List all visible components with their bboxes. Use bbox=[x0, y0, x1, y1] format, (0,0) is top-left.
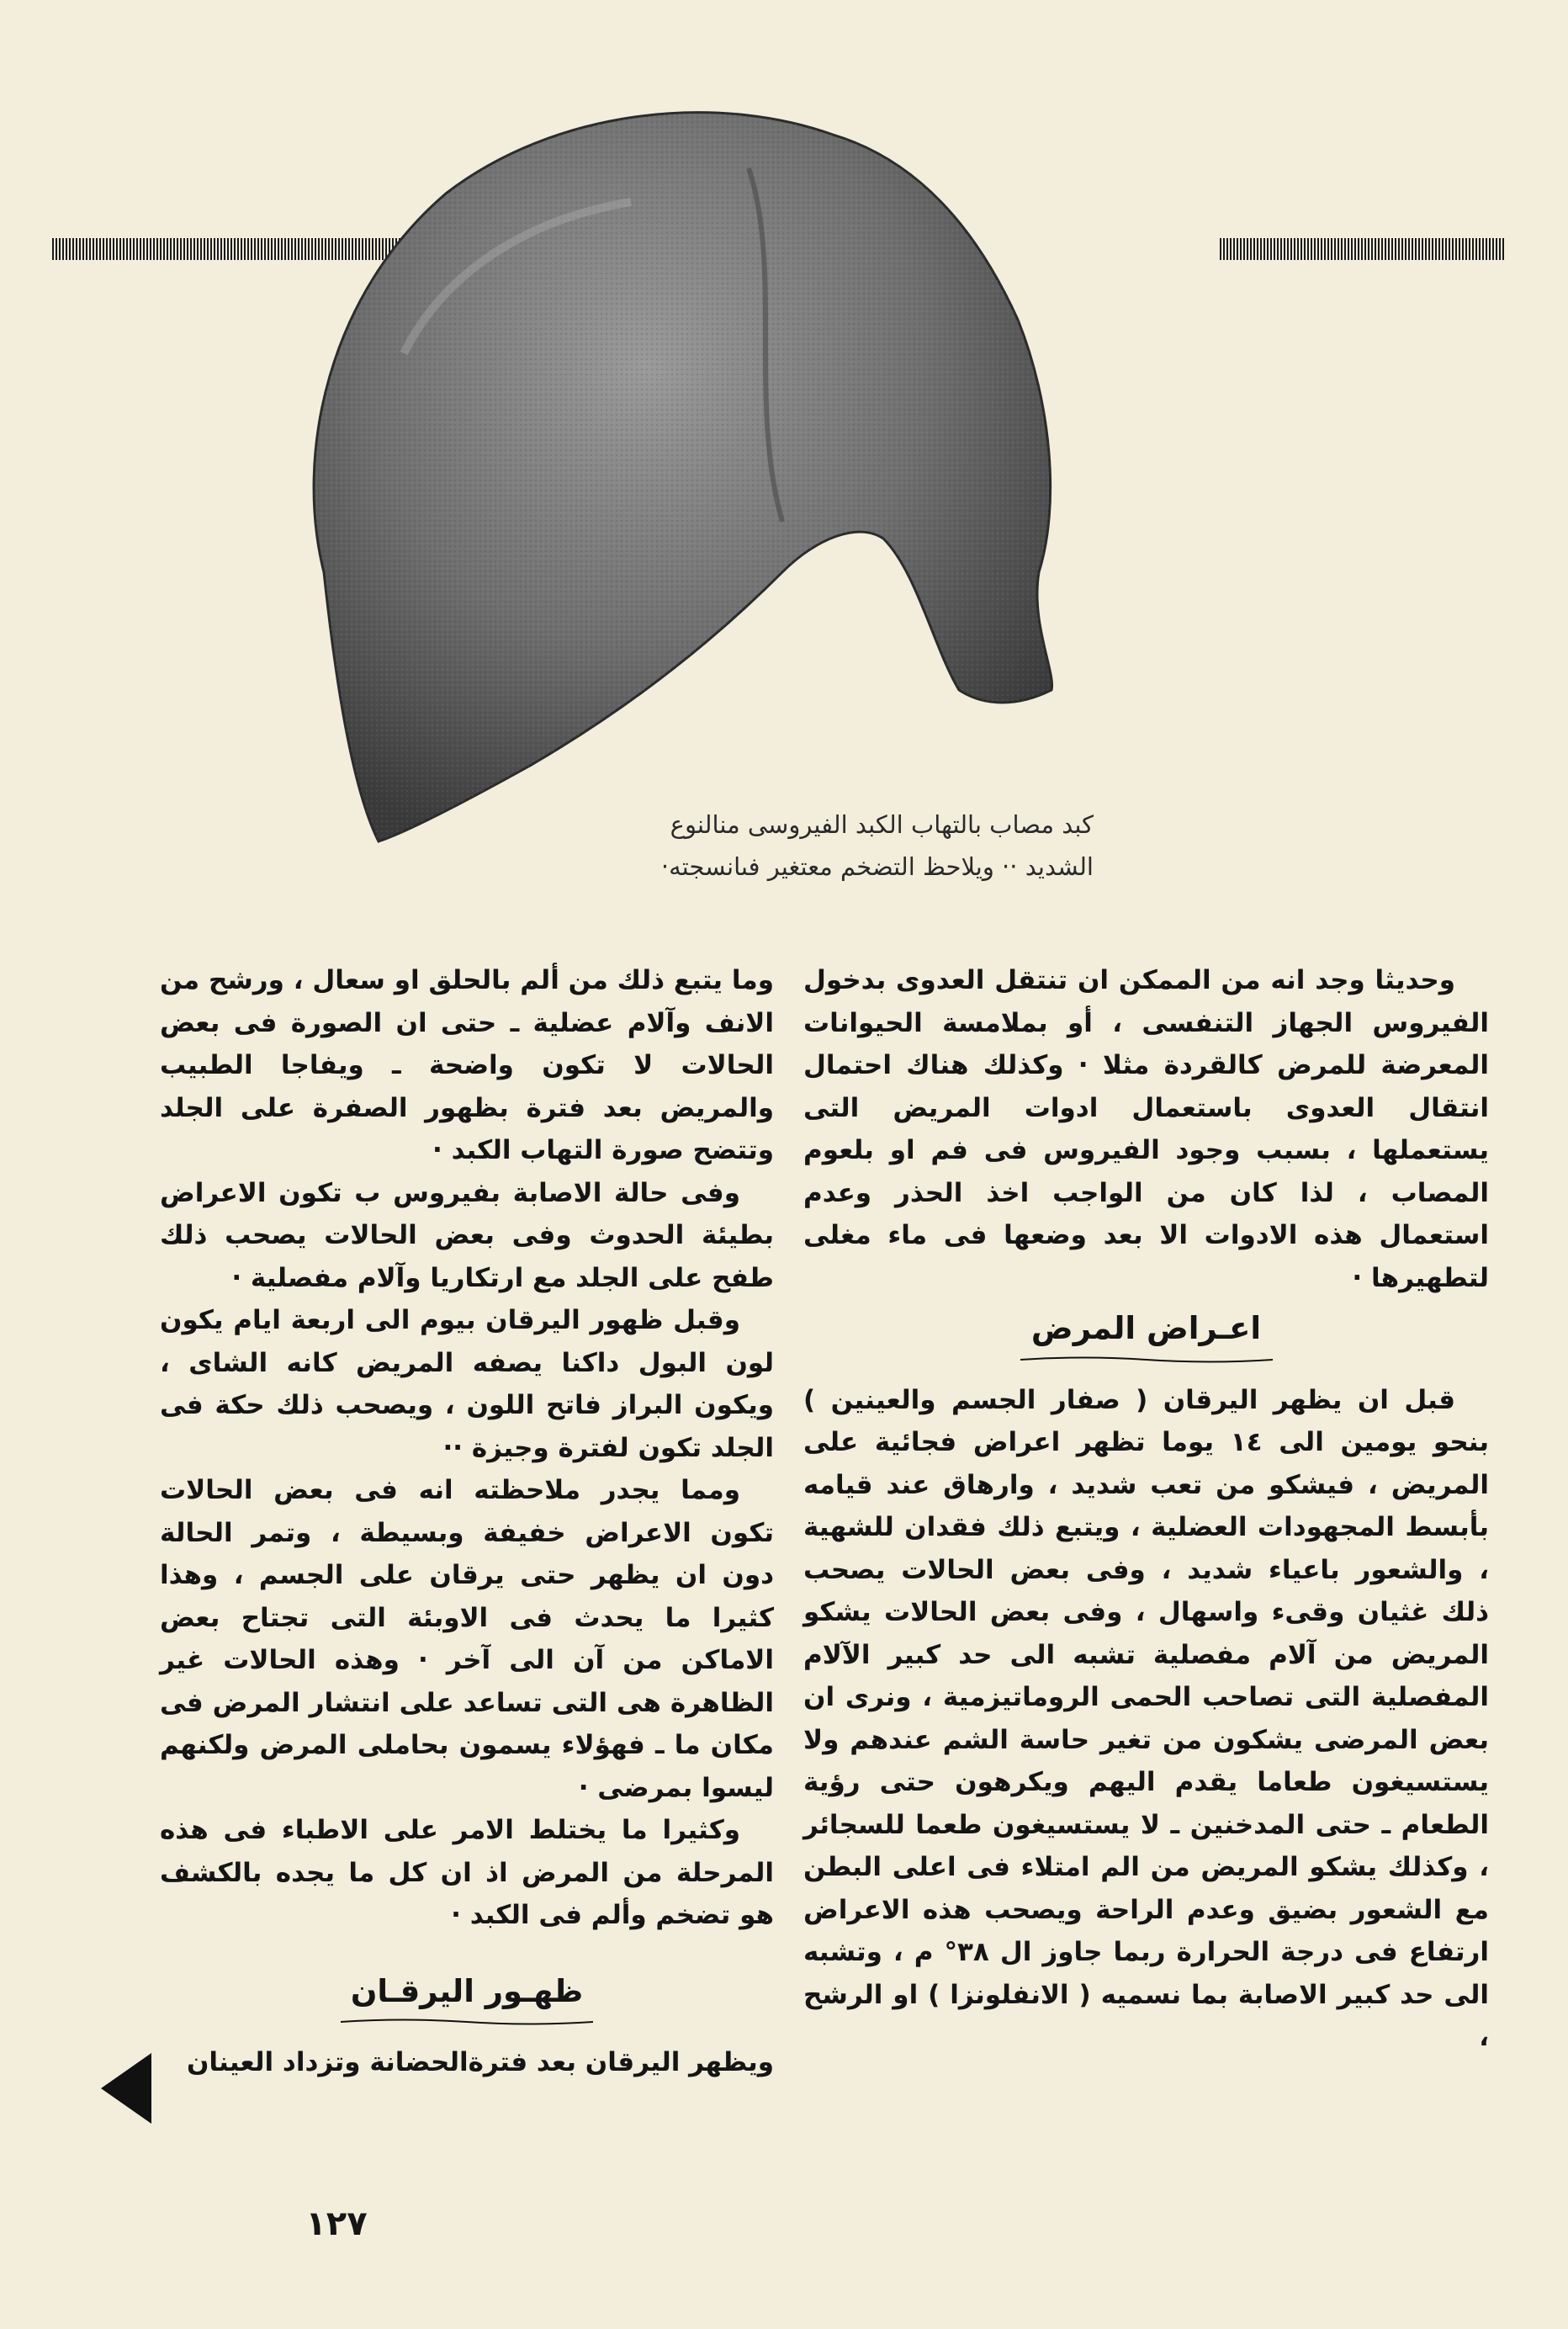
decorative-rule-right bbox=[1220, 238, 1506, 260]
caption-line-2: الشديد ·· ويلاحظ التضخم معتغير فىانسجته· bbox=[660, 852, 1094, 881]
page-number: ١٢٧ bbox=[305, 2204, 368, 2243]
right-column bbox=[803, 959, 1489, 2059]
section-heading-jaundice bbox=[160, 1971, 774, 2027]
heading-symptoms-text: اعـراض المرض bbox=[1030, 1310, 1262, 1346]
heading-underline bbox=[1020, 1355, 1273, 1364]
left-column bbox=[160, 959, 774, 2084]
caption-line-1: كبد مصاب بالتهاب الكبد الفيروسى منالنوع bbox=[670, 810, 1094, 839]
liver-photo bbox=[278, 101, 1085, 892]
left-paragraph-6: ويظهر اليرقان بعد فترةالحضانة وتزداد العينان bbox=[186, 2047, 774, 2077]
section-heading-symptoms bbox=[803, 1308, 1489, 1364]
figure-caption bbox=[538, 804, 1094, 888]
right-paragraph-2: قبل ان يظهر اليرقان ( صفار الجسم والعينين ) بنحو يومين الى ١٤ يوما تظهر اعراض فجائية على المريض ، فيشكو من تعب شديد ، وارهاق عند قيامه بأبسط المجهودات العضلية ، ويتبع ذلك فقدان للشهية ، والشعور باعياء شديد ، وفى بعض الحالات يصحب ذلك غثيان وقىء واسهال ، وفى بعض الحالات يشكو المريض من آلام مفصلية تشبه الى حد كبير الآلام المفصلية التى تصاحب الحمى الروماتيزمية ، ونرى ان بعض المرضى يشكون من تغير حاسة الشم عندهم ولا يستسيغون طعاما يقدم اليهم ويكرهون حتى رؤية الطعام ـ حتى المدخنين ـ لا يستسيغون طعما للسجائر ، وكذلك يشكو المريض من الم امتلاء فى اعلى البطن مع الشعور بضيق وعدم الراحة ويصحب هذه الاعراض ارتفاع فى درجة الحرارة ربما جاوز ال ٣٨° م ، وتشبه الى حد كبير الاصابة بما نسميه ( الانفلونزا ) او الرشح ، bbox=[803, 1384, 1489, 2052]
left-paragraph-1: وما يتبع ذلك من ألم بالحلق او سعال ، ورشح من الانف وآلام عضلية ـ حتى ان الصورة فى بعض الحالات لا تكون واضحة ـ ويفاجا الطبيب والمريض بعد فترة بظهور الصفرة على الجلد وتتضح صورة التهاب الكبد · bbox=[160, 965, 774, 1165]
heading-underline bbox=[341, 2018, 593, 2026]
left-paragraph-5: وكثيرا ما يختلط الامر على الاطباء فى هذه المرحلة من المرض اذ ان كل ما يجده بالكشف هو تضخم وألم فى الكبد · bbox=[160, 1815, 774, 1930]
heading-jaundice-text: ظهـور اليرقـان bbox=[350, 1972, 584, 2009]
page-turn-arrow-icon bbox=[101, 2053, 151, 2124]
right-paragraph-1: وحديثا وجد انه من الممكن ان تنتقل العدوى بدخول الفيروس الجهاز التنفسى ، أو بملامسة الحيوانات المعرضة للمرض كالقردة مثلا · وكذلك هناك احتمال انتقال العدوى باستعمال ادوات المريض التى يستعملها ، بسبب وجود الفيروس فى فم او بلعوم المصاب ، لذا كان من الواجب اخذ الحذر وعدم استعمال هذه الادوات الا بعد وضعها فى ماء مغلى لتطهيرها · bbox=[803, 965, 1489, 1293]
left-paragraph-4: ومما يجدر ملاحظته انه فى بعض الحالات تكون الاعراض خفيفة وبسيطة ، وتمر الحالة دون ان يظهر حتى يرقان على الجسم ، وهذا كثيرا ما يحدث فى الاوبئة التى تجتاح بعض الاماكن من آن الى آخر · وهذه الحالات غير الظاهرة هى التى تساعد على انتشار المرض فى مكان ما ـ فهؤلاء يسمون بحاملى المرض ولكنهم ليسوا بمرضى · bbox=[160, 1475, 774, 1803]
left-paragraph-2: وفى حالة الاصابة بفيروس ب تكون الاعراض بطيئة الحدوث وفى بعض الحالات يصحب ذلك طفح على الجلد مع ارتكاريا وآلام مفصلية · bbox=[160, 1177, 774, 1293]
left-paragraph-3: وقبل ظهور اليرقان بيوم الى اربعة ايام يكون لون البول داكنا يصفه المريض كانه الشاى ، ويكون البراز فاتح اللون ، ويصحب ذلك حكة فى الجلد تكون لفترة وجيزة ·· bbox=[160, 1305, 774, 1463]
